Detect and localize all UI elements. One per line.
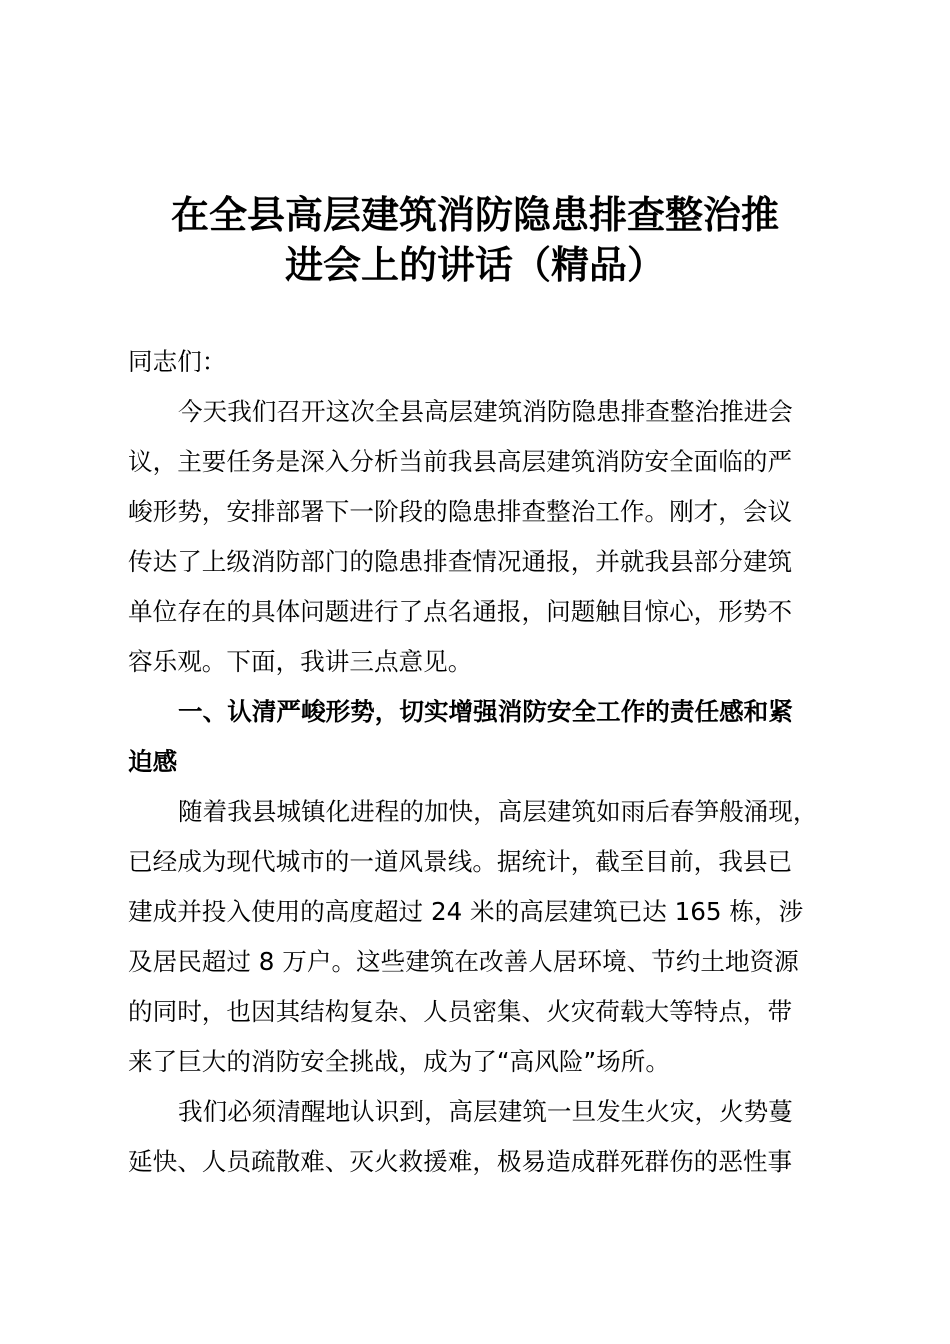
paragraph-line: 传达了上级消防部门的隐患排查情况通报，并就我县部分建筑 bbox=[128, 547, 793, 576]
document-title-line-2: 进会上的讲话（精品） bbox=[284, 243, 665, 287]
section-heading-line: 迫感 bbox=[128, 747, 178, 776]
paragraph-line: 延快、人员疏散难、灭火救援难，极易造成群死群伤的恶性事 bbox=[128, 1147, 793, 1176]
document-title-line-1: 在全县高层建筑消防隐患排查整治推 bbox=[170, 193, 779, 237]
paragraph-line: 已经成为现代城市的一道风景线。据统计，截至目前，我县已 bbox=[128, 847, 793, 876]
salutation: 同志们： bbox=[128, 347, 227, 376]
paragraph-line: 今天我们召开这次全县高层建筑消防隐患排查整治推进会 bbox=[178, 397, 793, 426]
paragraph-line: 的同时，也因其结构复杂、人员密集、火灾荷载大等特点，带 bbox=[128, 997, 793, 1026]
paragraph-line: 来了巨大的消防安全挑战，成为了“高风险”场所。 bbox=[128, 1047, 670, 1076]
paragraph-line: 随着我县城镇化进程的加快，高层建筑如雨后春笋般涌现， bbox=[178, 797, 818, 826]
paragraph-line: 容乐观。下面，我讲三点意见。 bbox=[128, 647, 473, 676]
paragraph-line: 及居民超过 8 万户。这些建筑在改善人居环境、节约土地资源 bbox=[128, 947, 799, 976]
paragraph-line: 单位存在的具体问题进行了点名通报，问题触目惊心，形势不 bbox=[128, 597, 793, 626]
paragraph-line: 峻形势，安排部署下一阶段的隐患排查整治工作。刚才，会议 bbox=[128, 497, 793, 526]
paragraph-line: 议，主要任务是深入分析当前我县高层建筑消防安全面临的严 bbox=[128, 447, 793, 476]
paragraph-line: 我们必须清醒地认识到，高层建筑一旦发生火灾，火势蔓 bbox=[178, 1097, 793, 1126]
section-heading-line: 一、认清严峻形势，切实增强消防安全工作的责任感和紧 bbox=[178, 697, 793, 726]
paragraph-line: 建成并投入使用的高度超过 24 米的高层建筑已达 165 栋，涉 bbox=[128, 897, 804, 926]
